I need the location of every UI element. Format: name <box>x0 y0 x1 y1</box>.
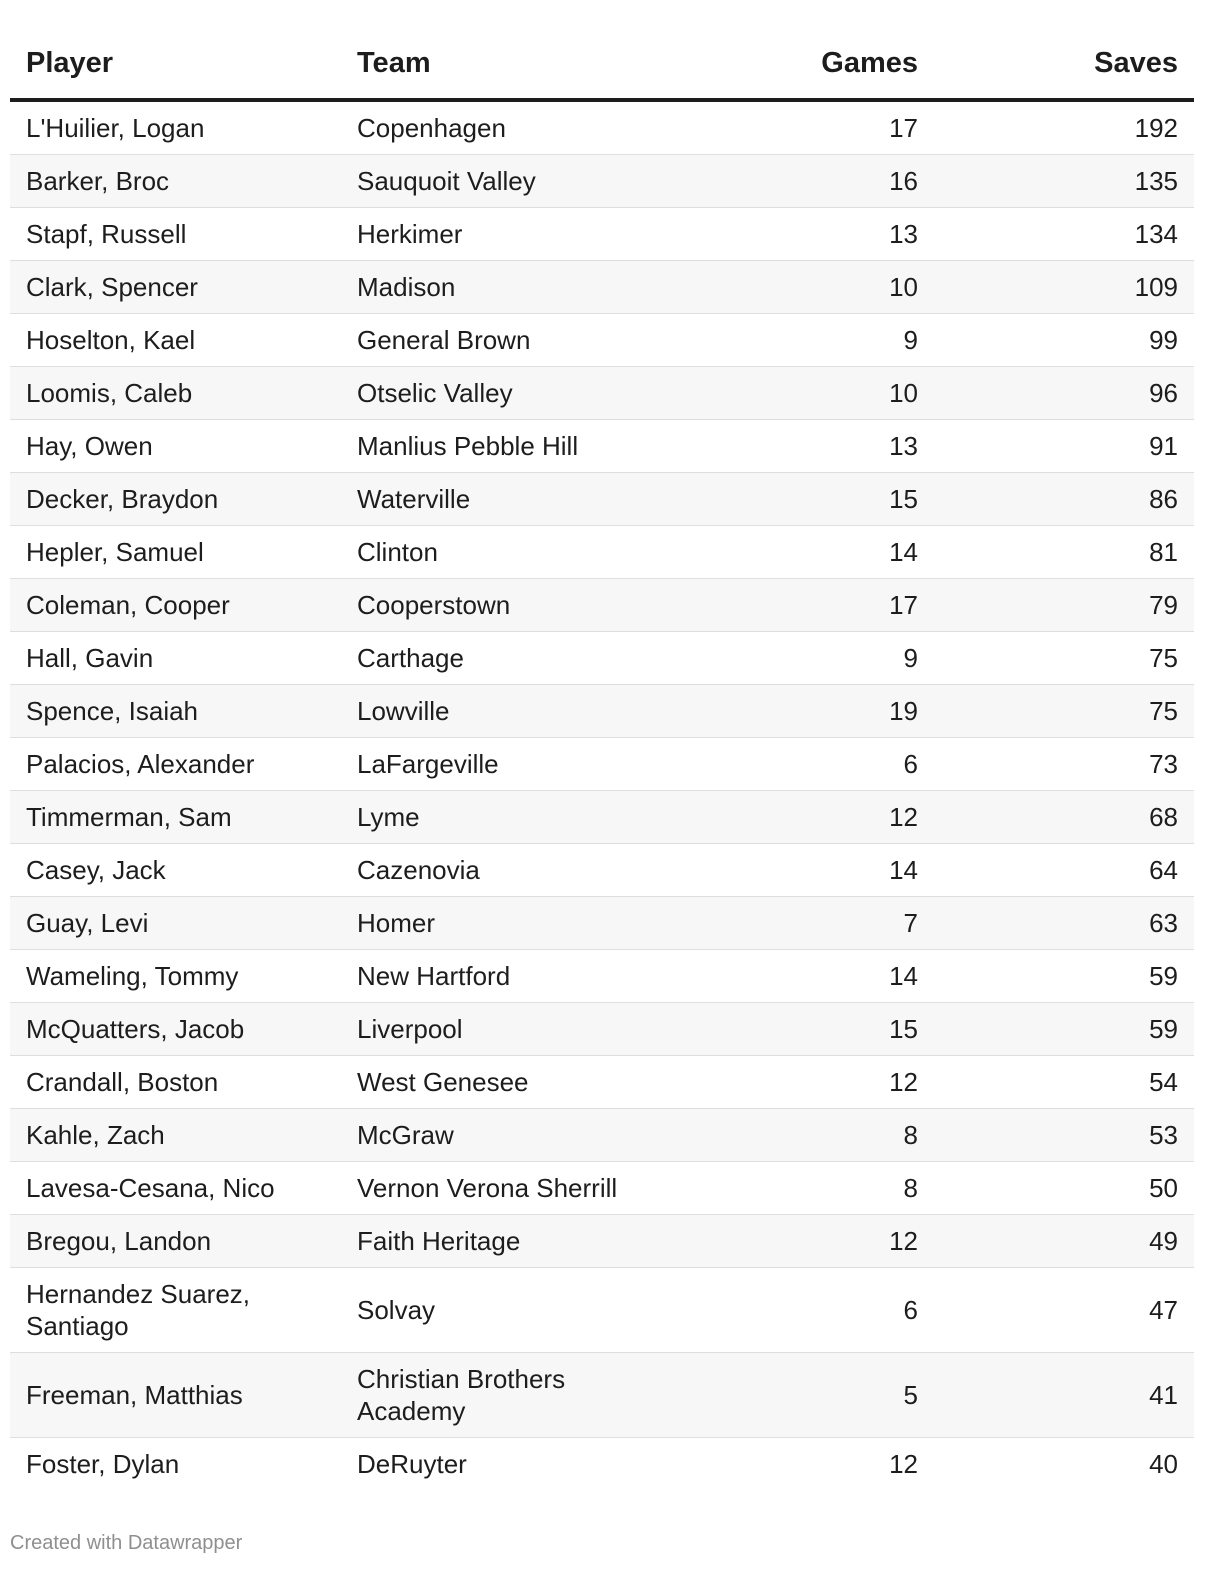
saves-cell: 96 <box>934 367 1194 420</box>
team-cell: Carthage <box>341 632 672 685</box>
saves-cell: 79 <box>934 579 1194 632</box>
datawrapper-credit: Created with Datawrapper <box>10 1532 243 1554</box>
saves-cell: 86 <box>934 473 1194 526</box>
team-cell: DeRuyter <box>357 1449 467 1479</box>
saves-cell: 54 <box>934 1056 1194 1109</box>
player-cell: Stapf, Russell <box>10 208 341 261</box>
team-cell: Sauquoit Valley <box>341 155 672 208</box>
table-row <box>10 1353 1194 1438</box>
team-cell: Copenhagen <box>341 100 672 155</box>
table-row <box>10 261 1194 314</box>
games-cell: 6 <box>672 738 934 791</box>
table-row <box>10 1109 1194 1162</box>
table-row <box>10 632 1194 685</box>
saves-cell: 91 <box>934 420 1194 473</box>
games-cell: 9 <box>672 314 934 367</box>
team-cell: Solvay <box>341 1268 672 1353</box>
saves-cell: 73 <box>934 738 1194 791</box>
saves-cell: 47 <box>934 1268 1194 1353</box>
table-row <box>10 155 1194 208</box>
team-cell: Madison <box>341 261 672 314</box>
games-cell: 10 <box>672 261 934 314</box>
saves-cell: 81 <box>934 526 1194 579</box>
team-cell: Liverpool <box>341 1003 672 1056</box>
team-cell: Faith Heritage <box>341 1215 672 1268</box>
team-cell: Homer <box>341 897 672 950</box>
games-cell: 14 <box>672 950 934 1003</box>
player-cell: Crandall, Boston <box>10 1056 341 1109</box>
saves-cell: 59 <box>934 1003 1194 1056</box>
saves-cell: 63 <box>934 897 1194 950</box>
table-row <box>10 950 1194 1003</box>
table-row <box>10 208 1194 261</box>
player-cell: Palacios, Alexander <box>10 738 341 791</box>
games-cell: 6 <box>672 1268 934 1353</box>
player-cell: Hoselton, Kael <box>10 314 341 367</box>
table-body <box>10 100 1194 1490</box>
saves-table-container <box>10 28 1194 1490</box>
header-row <box>10 28 1194 100</box>
games-cell: 8 <box>672 1109 934 1162</box>
team-cell: Manlius Pebble Hill <box>341 420 672 473</box>
player-cell: Spence, Isaiah <box>10 685 341 738</box>
table-row <box>10 844 1194 897</box>
games-cell: 13 <box>672 208 934 261</box>
saves-cell: 68 <box>934 791 1194 844</box>
saves-cell: 50 <box>934 1162 1194 1215</box>
column-header-team[interactable]: Team <box>341 28 672 100</box>
table-row <box>10 579 1194 632</box>
player-cell: Kahle, Zach <box>10 1109 341 1162</box>
saves-cell: 99 <box>934 314 1194 367</box>
table-row <box>10 1438 1194 1491</box>
table-row <box>10 738 1194 791</box>
team-cell: LaFargeville <box>341 738 672 791</box>
table-row <box>10 367 1194 420</box>
games-cell: 7 <box>672 897 934 950</box>
saves-cell: 49 <box>934 1215 1194 1268</box>
team-cell: Christian Brothers Academy <box>341 1353 672 1438</box>
table-row <box>10 1268 1194 1353</box>
saves-cell: 75 <box>934 632 1194 685</box>
games-cell: 10 <box>672 367 934 420</box>
player-cell: Lavesa-Cesana, Nico <box>10 1162 341 1215</box>
player-cell: Bregou, Landon <box>10 1215 341 1268</box>
team-cell: Lowville <box>341 685 672 738</box>
games-cell: 12 <box>672 1215 934 1268</box>
games-cell: 16 <box>672 155 934 208</box>
player-cell: Timmerman, Sam <box>10 791 341 844</box>
games-cell: 17 <box>672 579 934 632</box>
team-cell: Cooperstown <box>341 579 672 632</box>
player-cell: L'Huilier, Logan <box>10 100 341 155</box>
team-cell: Clinton <box>341 526 672 579</box>
games-cell: 12 <box>889 1449 918 1479</box>
saves-cell: 53 <box>934 1109 1194 1162</box>
saves-cell: 109 <box>934 261 1194 314</box>
team-cell: Vernon Verona Sherrill <box>341 1162 672 1215</box>
games-cell: 13 <box>672 420 934 473</box>
games-cell: 15 <box>672 1003 934 1056</box>
player-cell: Coleman, Cooper <box>10 579 341 632</box>
saves-cell: 40 <box>1149 1449 1178 1479</box>
table-row <box>10 1215 1194 1268</box>
table-row <box>10 791 1194 844</box>
saves-cell: 135 <box>934 155 1194 208</box>
team-cell: General Brown <box>341 314 672 367</box>
table-row <box>10 473 1194 526</box>
team-cell: Herkimer <box>341 208 672 261</box>
saves-cell: 134 <box>934 208 1194 261</box>
games-cell: 15 <box>672 473 934 526</box>
saves-cell: 192 <box>934 100 1194 155</box>
player-cell: Barker, Broc <box>10 155 341 208</box>
player-cell: Hernandez Suarez, Santiago <box>10 1268 341 1353</box>
team-cell: McGraw <box>341 1109 672 1162</box>
games-cell: 12 <box>672 791 934 844</box>
table-row <box>10 1162 1194 1215</box>
player-cell: Freeman, Matthias <box>10 1353 341 1438</box>
player-cell: Hepler, Samuel <box>10 526 341 579</box>
player-cell: Clark, Spencer <box>10 261 341 314</box>
games-cell: 17 <box>672 100 934 155</box>
table-row <box>10 1056 1194 1109</box>
table-row <box>10 897 1194 950</box>
column-header-saves[interactable]: Saves <box>934 28 1194 100</box>
player-cell: Decker, Braydon <box>10 473 341 526</box>
team-cell: New Hartford <box>341 950 672 1003</box>
games-cell: 9 <box>672 632 934 685</box>
saves-cell: 59 <box>934 950 1194 1003</box>
table-row <box>10 526 1194 579</box>
table-row <box>10 420 1194 473</box>
player-cell: Guay, Levi <box>10 897 341 950</box>
games-cell: 12 <box>672 1056 934 1109</box>
saves-cell: 41 <box>934 1353 1194 1438</box>
player-cell: McQuatters, Jacob <box>10 1003 341 1056</box>
saves-table <box>10 28 1194 1490</box>
team-cell: Lyme <box>341 791 672 844</box>
games-cell: 14 <box>672 844 934 897</box>
team-cell: Cazenovia <box>341 844 672 897</box>
games-cell: 8 <box>672 1162 934 1215</box>
column-header-player[interactable]: Player <box>10 28 341 100</box>
saves-cell: 64 <box>934 844 1194 897</box>
team-cell: West Genesee <box>341 1056 672 1109</box>
team-cell: Waterville <box>341 473 672 526</box>
games-cell: 5 <box>672 1353 934 1438</box>
team-cell: Otselic Valley <box>341 367 672 420</box>
player-cell: Hall, Gavin <box>10 632 341 685</box>
column-header-games[interactable]: Games <box>672 28 934 100</box>
table-header <box>10 28 1194 100</box>
table-row <box>10 685 1194 738</box>
table-row <box>10 314 1194 367</box>
player-cell: Hay, Owen <box>10 420 341 473</box>
player-cell: Foster, Dylan <box>26 1449 180 1479</box>
player-cell: Loomis, Caleb <box>10 367 341 420</box>
saves-cell: 75 <box>934 685 1194 738</box>
table-row <box>10 100 1194 155</box>
player-cell: Casey, Jack <box>10 844 341 897</box>
table-row <box>10 1003 1194 1056</box>
player-cell: Wameling, Tommy <box>10 950 341 1003</box>
games-cell: 14 <box>672 526 934 579</box>
games-cell: 19 <box>672 685 934 738</box>
